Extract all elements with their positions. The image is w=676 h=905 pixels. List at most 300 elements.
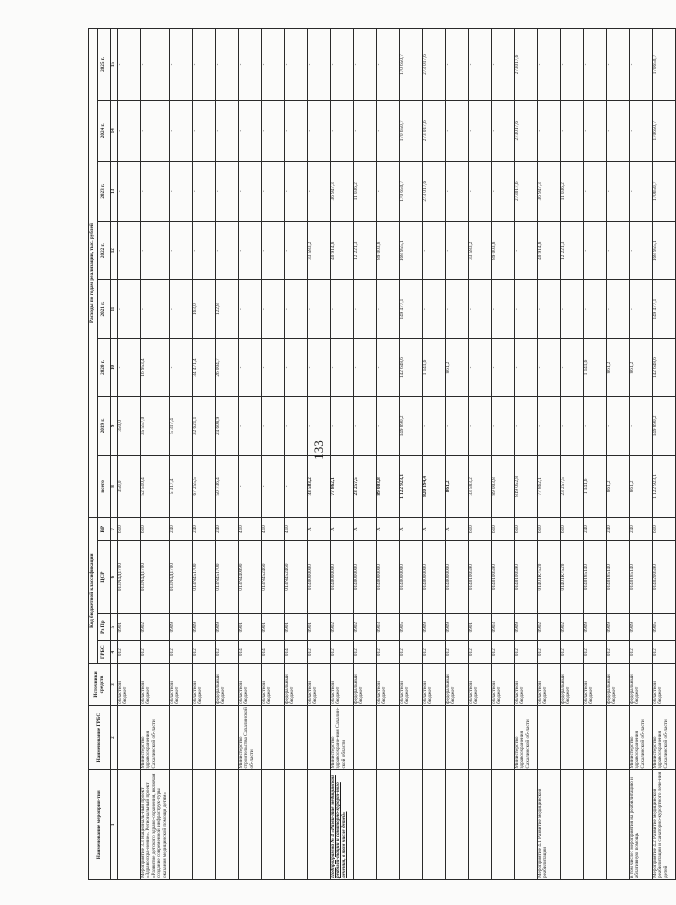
table-row	[330, 29, 353, 880]
year-2023-cell: 11 036,2	[560, 161, 583, 221]
activity-cell	[583, 770, 606, 880]
year-2020-cell: 861,2	[445, 338, 468, 396]
rzpr-cell: 0902	[330, 614, 353, 641]
total-cell: 861,2	[629, 455, 652, 518]
year-2019-cell: -	[445, 397, 468, 455]
year-2020-cell: -	[307, 338, 330, 396]
year-2020-cell: -	[169, 338, 192, 396]
header-year: 2019 г.	[98, 397, 111, 455]
year-2022-cell: 40 914,8	[330, 222, 353, 280]
rotated-page	[88, 28, 669, 880]
year-2025-cell: -	[606, 29, 629, 101]
vr-cell: X	[445, 518, 468, 541]
year-2023-cell: -	[140, 161, 169, 221]
year-2024-cell: 170 650,7	[399, 101, 422, 161]
column-number: 9	[111, 397, 118, 455]
year-2019-cell: 149 890,2	[399, 397, 422, 455]
source-cell: областной бюджет	[192, 664, 215, 706]
year-2023-cell: -	[445, 161, 468, 221]
column-number: 2	[111, 705, 118, 770]
table-row	[261, 29, 284, 880]
year-2025-cell: 170 650,7	[399, 29, 422, 101]
csr-cell: 0140185140	[583, 541, 606, 614]
year-2024-cell: -	[238, 101, 261, 161]
activity-cell	[376, 770, 399, 880]
budget-table	[88, 28, 676, 880]
total-cell: 33 583,2	[468, 455, 491, 518]
rzpr-cell: 0902	[537, 614, 560, 641]
year-2020-cell: -	[514, 338, 537, 396]
year-2025-cell: -	[491, 29, 514, 101]
year-2020-cell: -	[491, 338, 514, 396]
year-2023-cell: -	[491, 161, 514, 221]
year-2023-cell: 36 947,3	[330, 161, 353, 221]
year-2019-cell: -	[307, 397, 330, 455]
year-2020-cell: -	[284, 338, 307, 396]
rzpr-cell: 0909	[629, 614, 652, 641]
rzpr-cell: 0909	[445, 614, 468, 641]
table-row	[169, 29, 192, 880]
grbs-code-cell: 012	[629, 641, 652, 664]
header-total: всего	[98, 455, 111, 518]
activity-cell: Подпрограмма № 4 «Разви-тие медицинской реабили-тации и санаторно-курорт-ного лечения, в том числе детей»	[330, 770, 353, 880]
source-cell: федеральный бюджет	[353, 664, 376, 706]
csr-cell: 013N4Д1700	[117, 541, 140, 614]
vr-cell: 240	[629, 518, 652, 541]
rzpr-cell: 0901	[307, 614, 330, 641]
year-2020-cell: -	[330, 338, 353, 396]
year-2022-cell: -	[169, 222, 192, 280]
year-2020-cell: 1 141,6	[422, 338, 445, 396]
activity-cell	[192, 770, 215, 880]
table-row	[238, 29, 261, 880]
total-cell: 819 052,8	[514, 455, 537, 518]
year-2024-cell: -	[468, 101, 491, 161]
activity-cell	[491, 770, 514, 880]
year-2022-cell: -	[117, 222, 140, 280]
header-year: 2025 г.	[98, 29, 111, 101]
year-2023-cell: -	[284, 161, 307, 221]
year-2019-cell: -	[629, 397, 652, 455]
year-2020-cell: 26 004,7	[215, 338, 238, 396]
column-number: 11	[111, 280, 118, 338]
year-2019-cell: -	[330, 397, 353, 455]
grbs-code-cell: 012	[468, 641, 491, 664]
year-2023-cell: -	[583, 161, 606, 221]
source-cell: областной бюджет	[491, 664, 514, 706]
source-cell: федеральный бюджет	[215, 664, 238, 706]
year-2019-cell: -	[422, 397, 445, 455]
year-2020-cell: 1 141,6	[583, 338, 606, 396]
grbs-code-cell: 012	[399, 641, 422, 664]
csr-cell: 013N4Д1700	[140, 541, 169, 614]
activity-cell	[261, 770, 284, 880]
year-2021-cell: -	[537, 280, 560, 338]
grbs-code-cell: 012	[606, 641, 629, 664]
csr-cell: 013N451700	[192, 541, 215, 614]
year-2020-cell: -	[468, 338, 491, 396]
csr-cell: 0140000000	[376, 541, 399, 614]
rzpr-cell: 0909	[422, 614, 445, 641]
year-2022-cell: 33 583,2	[307, 222, 330, 280]
grbs-name-cell	[117, 705, 140, 770]
column-number: 15	[111, 29, 118, 101]
table-row	[445, 29, 468, 880]
table-row	[215, 29, 238, 880]
activity-cell	[117, 770, 140, 880]
year-2025-cell: -	[537, 29, 560, 101]
year-2021-cell: -	[330, 280, 353, 338]
header-grbs-name: Наименование ГРБС	[89, 705, 111, 770]
year-2021-cell: -	[468, 280, 491, 338]
rzpr-cell: 0909	[514, 614, 537, 641]
source-cell: областной бюджет	[583, 664, 606, 706]
csr-cell: 0140100590	[468, 541, 491, 614]
grbs-name-cell	[353, 705, 376, 770]
year-2022-cell: -	[140, 222, 169, 280]
csr-cell: 013N452460	[261, 541, 284, 614]
header-activity-name: Наименование мероприя-тия	[89, 770, 111, 880]
year-2019-cell: -	[261, 397, 284, 455]
source-cell: федеральный бюджет	[560, 664, 583, 706]
grbs-name-cell	[215, 705, 238, 770]
csr-cell: 01401R7520	[560, 541, 583, 614]
vr-cell: 610	[652, 518, 675, 541]
year-2023-cell: 273 017,6	[422, 161, 445, 221]
activity-cell	[284, 770, 307, 880]
column-number: 6	[111, 541, 118, 614]
year-2019-cell: 149 890,2	[652, 397, 675, 455]
activity-cell	[169, 770, 192, 880]
column-number: 14	[111, 101, 118, 161]
year-2025-cell: -	[629, 29, 652, 101]
table-row	[514, 29, 537, 880]
year-2024-cell: -	[376, 101, 399, 161]
year-2022-cell: 89 003,8	[491, 222, 514, 280]
grbs-code-cell: 012	[514, 641, 537, 664]
year-2023-cell: -	[629, 161, 652, 221]
csr-cell: 0140200590	[652, 541, 675, 614]
rzpr-cell: 0909	[169, 614, 192, 641]
activity-cell: Мероприятие 3.3 Националь-ный проект «Здравоохра-нение». Региональный проект «Развитие детского здраво-охранения, включая создание современной инфраструк-туры оказания медицинской помощи детям»	[140, 770, 169, 880]
year-2021-cell: 122,8	[215, 280, 238, 338]
year-2024-cell: -	[560, 101, 583, 161]
grbs-code-cell: 012	[353, 641, 376, 664]
activity-cell	[422, 770, 445, 880]
activity-cell	[445, 770, 468, 880]
year-2021-cell: -	[560, 280, 583, 338]
table-row	[117, 29, 140, 880]
source-cell: областной бюджет	[376, 664, 399, 706]
csr-cell: 0140100590	[514, 541, 537, 614]
year-2021-cell: 149 477,1	[652, 280, 675, 338]
year-2019-cell: -	[606, 397, 629, 455]
table-row	[583, 29, 606, 880]
grbs-name-cell	[399, 705, 422, 770]
activity-cell	[238, 770, 261, 880]
year-2019-cell: -	[376, 397, 399, 455]
column-number: 4	[111, 641, 118, 664]
rzpr-cell: 0901	[238, 614, 261, 641]
header-rz-pr: Рз Пр	[98, 614, 111, 641]
grbs-name-cell	[422, 705, 445, 770]
rzpr-cell: 0902	[140, 614, 169, 641]
year-2022-cell: 12 221,3	[560, 222, 583, 280]
table-row	[422, 29, 445, 880]
grbs-code-cell: 012	[140, 641, 169, 664]
year-2024-cell: -	[537, 101, 560, 161]
activity-cell	[514, 770, 537, 880]
column-number: 7	[111, 518, 118, 541]
rzpr-cell: 0903	[491, 614, 514, 641]
vr-cell: 610	[514, 518, 537, 541]
year-2019-cell: 350,0	[117, 397, 140, 455]
year-2024-cell: -	[169, 101, 192, 161]
grbs-name-cell	[192, 705, 215, 770]
year-2025-cell: -	[583, 29, 606, 101]
grbs-code-cell: 012	[445, 641, 468, 664]
year-2023-cell: 273017,6	[514, 161, 537, 221]
year-2020-cell: 861,2	[606, 338, 629, 396]
grbs-code-cell: 012	[491, 641, 514, 664]
vr-cell: X	[422, 518, 445, 541]
year-2023-cell: 11 036,2	[353, 161, 376, 221]
vr-cell: 240	[215, 518, 238, 541]
year-2021-cell: -	[169, 280, 192, 338]
grbs-name-cell	[284, 705, 307, 770]
vr-cell: 240	[583, 518, 606, 541]
year-2019-cell: -	[284, 397, 307, 455]
rzpr-cell: 0903	[376, 614, 399, 641]
source-cell: федеральный бюджет	[629, 664, 652, 706]
year-2025-cell: -	[307, 29, 330, 101]
year-2019-cell: 35 557,0	[140, 397, 169, 455]
grbs-name-cell	[169, 705, 192, 770]
year-2025-cell: 273017,6	[514, 29, 537, 101]
year-2022-cell: -	[192, 222, 215, 280]
grbs-name-cell	[261, 705, 284, 770]
year-2021-cell: -	[353, 280, 376, 338]
year-2022-cell: -	[261, 222, 284, 280]
source-cell: федеральный бюджет	[284, 664, 307, 706]
page-number: 133	[311, 440, 326, 460]
table-row	[376, 29, 399, 880]
year-2024-cell: -	[353, 101, 376, 161]
year-2023-cell: -	[117, 161, 140, 221]
year-2024-cell: -	[140, 101, 169, 161]
activity-cell	[606, 770, 629, 880]
year-2021-cell: -	[583, 280, 606, 338]
year-2023-cell: -	[215, 161, 238, 221]
source-cell: областной бюджет	[261, 664, 284, 706]
year-2023-cell: 36 947,3	[537, 161, 560, 221]
vr-cell: 610	[468, 518, 491, 541]
source-cell: областной бюджет	[514, 664, 537, 706]
year-2020-cell: -	[261, 338, 284, 396]
table-row	[468, 29, 491, 880]
rzpr-cell: 0902	[560, 614, 583, 641]
year-2024-cell: -	[330, 101, 353, 161]
year-2019-cell: -	[537, 397, 560, 455]
year-2025-cell: -	[238, 29, 261, 101]
source-cell: областной бюджет	[307, 664, 330, 706]
year-2020-cell: -	[353, 338, 376, 396]
year-2020-cell: 34 471,4	[192, 338, 215, 396]
year-2022-cell: -	[583, 222, 606, 280]
grbs-code-cell: 012	[422, 641, 445, 664]
grbs-code-cell: 012	[169, 641, 192, 664]
year-2021-cell: -	[422, 280, 445, 338]
year-2025-cell: -	[468, 29, 491, 101]
grbs-code-cell: 012	[560, 641, 583, 664]
total-cell: 67 255,5	[192, 455, 215, 518]
year-2025-cell: -	[560, 29, 583, 101]
rzpr-cell: 0909	[215, 614, 238, 641]
grbs-code-cell: 012	[376, 641, 399, 664]
grbs-code-cell: 014	[238, 641, 261, 664]
activity-cell	[468, 770, 491, 880]
year-2022-cell: 168 955,1	[652, 222, 675, 280]
year-2021-cell: -	[445, 280, 468, 338]
year-2020-cell: -	[376, 338, 399, 396]
year-2022-cell: -	[445, 222, 468, 280]
activity-cell	[353, 770, 376, 880]
rzpr-cell: 0909	[192, 614, 215, 641]
year-2025-cell: -	[117, 29, 140, 101]
grbs-name-cell	[583, 705, 606, 770]
year-2021-cell: -	[376, 280, 399, 338]
grbs-code-cell: 012	[537, 641, 560, 664]
year-2022-cell: -	[215, 222, 238, 280]
grbs-code-cell: 012	[215, 641, 238, 664]
grbs-name-cell: Министерство здравоохранения Сахалинской об-ласти	[140, 705, 169, 770]
year-2019-cell: -	[468, 397, 491, 455]
vr-cell: X	[330, 518, 353, 541]
rzpr-cell: 0901	[468, 614, 491, 641]
year-2021-cell: -	[140, 280, 169, 338]
csr-cell: 0140000000	[445, 541, 468, 614]
year-2025-cell: -	[192, 29, 215, 101]
table-row	[652, 29, 675, 880]
vr-cell: 610	[117, 518, 140, 541]
grbs-name-cell: Министерство строительства Сахалинской об-ласти	[238, 705, 261, 770]
year-2019-cell: -	[353, 397, 376, 455]
source-cell: областной бюджет	[422, 664, 445, 706]
source-cell: областной бюджет	[468, 664, 491, 706]
grbs-code-cell: 012	[117, 641, 140, 664]
source-cell: областной бюджет	[330, 664, 353, 706]
source-cell: федеральный бюджет	[606, 664, 629, 706]
year-2022-cell: -	[422, 222, 445, 280]
csr-cell: 0140100590	[491, 541, 514, 614]
year-2023-cell: 170 650,7	[399, 161, 422, 221]
total-cell: 861,2	[606, 455, 629, 518]
year-2025-cell: -	[353, 29, 376, 101]
source-cell: областной бюджет	[238, 664, 261, 706]
total-cell: -	[238, 455, 261, 518]
year-2025-cell: -	[169, 29, 192, 101]
table-row	[140, 29, 169, 880]
total-cell: 77 862,1	[537, 455, 560, 518]
csr-cell: 013N440090	[238, 541, 261, 614]
year-2023-cell: -	[307, 161, 330, 221]
year-2025-cell: -	[376, 29, 399, 101]
total-cell: 1 122 923,1	[652, 455, 675, 518]
column-number: 8	[111, 455, 118, 518]
year-2019-cell: 24 608,9	[215, 397, 238, 455]
year-2024-cell: -	[192, 101, 215, 161]
year-2020-cell: 16 953,4	[140, 338, 169, 396]
total-cell: 1 122 923,1	[399, 455, 422, 518]
column-number: 12	[111, 222, 118, 280]
year-2023-cell: -	[468, 161, 491, 221]
year-2022-cell: 12 221,3	[353, 222, 376, 280]
rzpr-cell: 0905	[399, 614, 422, 641]
vr-cell: 240	[192, 518, 215, 541]
grbs-name-cell	[376, 705, 399, 770]
year-2023-cell: 170650,7	[652, 161, 675, 221]
csr-cell: 013N452460	[284, 541, 307, 614]
column-number: 10	[111, 338, 118, 396]
year-2024-cell: -	[261, 101, 284, 161]
rzpr-cell: 0909	[606, 614, 629, 641]
rzpr-cell: 0905	[652, 614, 675, 641]
grbs-name-cell: Министерство здравоохране-ния Сахалин-ской области	[330, 705, 353, 770]
header-csr: ЦСР	[98, 541, 111, 614]
year-2023-cell: -	[261, 161, 284, 221]
activity-cell: Мероприятие 4.2 Развитие медицинской реабилитации и санаторно-курортного лече-ния детей	[652, 770, 675, 880]
year-2021-cell: -	[238, 280, 261, 338]
year-2024-cell: -	[445, 101, 468, 161]
year-2023-cell: -	[192, 161, 215, 221]
year-2024-cell: 273 017,6	[422, 101, 445, 161]
csr-cell: 01401R7520	[537, 541, 560, 614]
activity-cell	[560, 770, 583, 880]
activity-cell	[307, 770, 330, 880]
grbs-name-cell: Министерство здравоохранения Сахалинской об-ласти	[629, 705, 652, 770]
year-2021-cell: -	[307, 280, 330, 338]
year-2022-cell: 89 003,8	[376, 222, 399, 280]
year-2020-cell: -	[537, 338, 560, 396]
vr-cell: 610	[140, 518, 169, 541]
vr-cell: 410	[261, 518, 284, 541]
header-year: 2024 г.	[98, 101, 111, 161]
source-cell: областной бюджет	[537, 664, 560, 706]
year-2022-cell: -	[284, 222, 307, 280]
vr-cell: 610	[537, 518, 560, 541]
year-2025-cell: 170650,7	[652, 29, 675, 101]
vr-cell: X	[353, 518, 376, 541]
grbs-name-cell	[445, 705, 468, 770]
csr-cell: 0140000000	[422, 541, 445, 614]
year-2019-cell: -	[238, 397, 261, 455]
year-2020-cell: -	[117, 338, 140, 396]
grbs-name-cell: Министерство здравоохранения Сахалинской об-ласти	[652, 705, 675, 770]
year-2025-cell: -	[330, 29, 353, 101]
grbs-code-cell: 012	[307, 641, 330, 664]
total-cell: 23 257,5	[560, 455, 583, 518]
total-cell: 5 317,4	[169, 455, 192, 518]
grbs-name-cell: Министерство здравоохранения Сахалинской об-ласти	[514, 705, 537, 770]
vr-cell: X	[376, 518, 399, 541]
total-cell: 89 003,8	[491, 455, 514, 518]
table-row	[399, 29, 422, 880]
table-row	[284, 29, 307, 880]
header-grbs: ГРБС	[98, 641, 111, 664]
header-vr: ВР	[98, 518, 111, 541]
year-2023-cell: -	[376, 161, 399, 221]
csr-cell: 013N4Д1700	[169, 541, 192, 614]
